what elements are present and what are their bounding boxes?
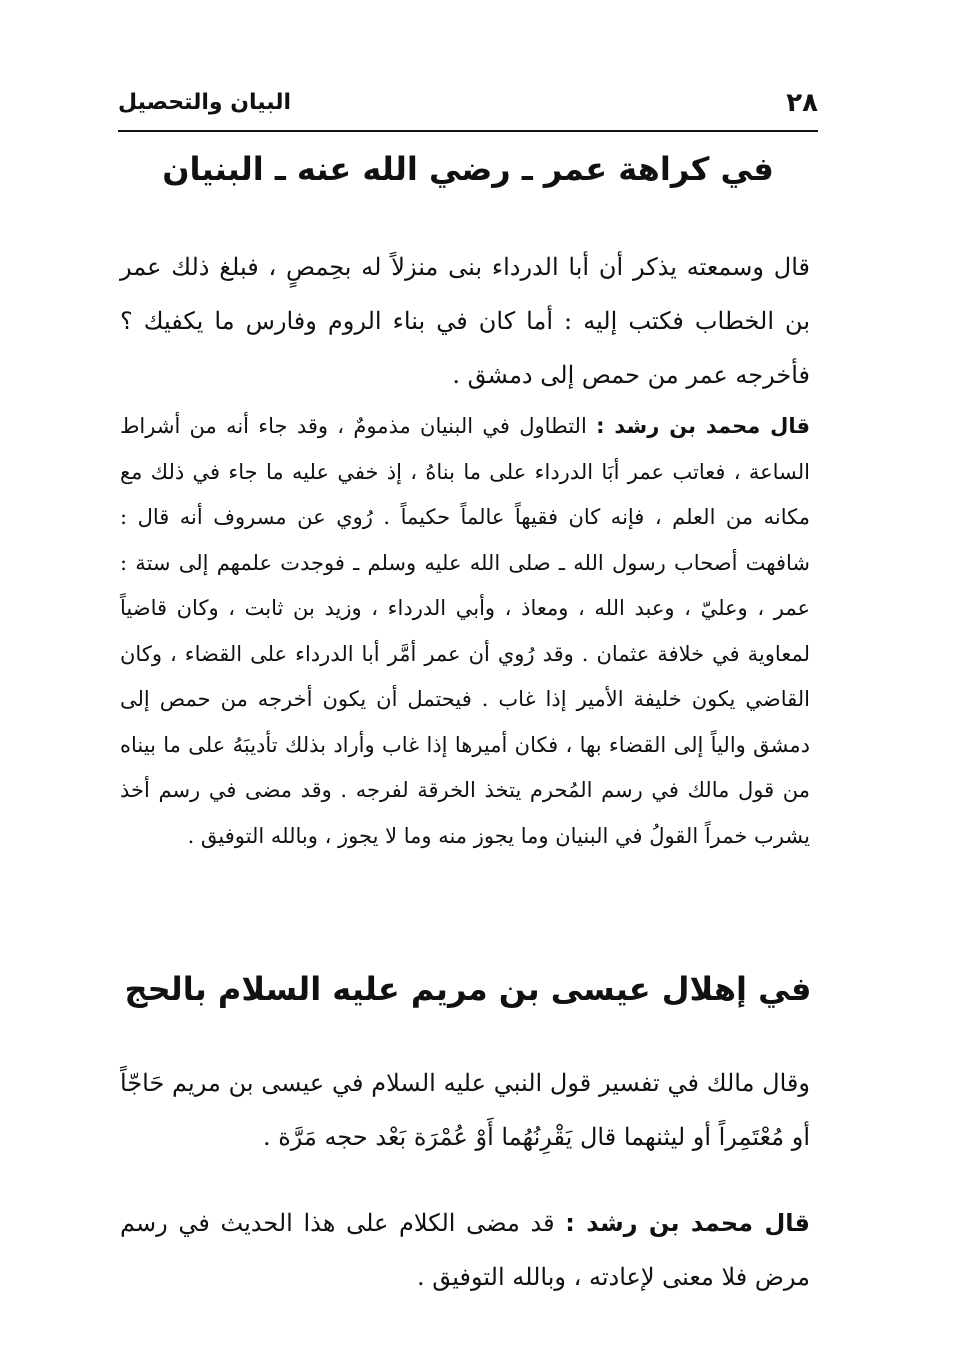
commentary-paragraph-2	[120, 1196, 810, 1304]
book-title: البيان والتحصيل	[118, 90, 292, 115]
narration-paragraph-1: قال وسمعته يذكر أن أبا الدرداء بنى منزلاً له بحِمصٍ ، فبلغ ذلك عمر بن الخطاب فكتب إليه : أما كان في بناء الروم وفارس ما يكفيك ؟ فأخرجه عمر من حمص إلى دمشق .	[120, 253, 810, 389]
commentary-text-1: التطاول في البنيان مذمومٌ ، وقد جاء أنه من أشراط الساعة ، فعاتب عمر أبَا الدرداء على ما بناهُ ، إذ خفي عليه ما جاء في ذلك مع مكانه من العلم ، فإنه كان فقيهاً عالماً حكيماً . رُوي عن مسروف أنه قال : شافهت أصحاب رسول الله ـ صلى الله عليه وسلم ـ فوجدت علمهم إلى ستة : عمر ، وعليّ ، وعبد الله ، ومعاذ ، وأبي الدرداء ، وزيد بن ثابت ، وكان قاضياً لمعاوية في خلافة عثمان . وقد رُوي أن عمر أمَّر أبا الدرداء على القضاء ، وكان القاضي يكون خليفة الأمير إذا غاب . فيحتمل أن يكون أخرجه من حمص إلى دمشق والياً إلى القضاء بها ، فكان أميرها إذا غاب وأراد بذلك تأديبَهُ على ما بيناه من قول مالك في رسم المُحرم يتخذ الخرقة لفرجه . وقد مضى في رسم أخذ يشرب خمراً القولُ في البنيان وما يجوز منه وما لا يجوز ، وبالله التوفيق .	[120, 414, 810, 848]
section-heading-1: في كراهة عمر ـ رضي الله عنه ـ البنيان	[162, 150, 774, 188]
commentary-lead-1: قال محمد بن رشد :	[596, 414, 811, 438]
header-rule	[118, 130, 818, 132]
commentary-paragraph-1	[120, 404, 810, 859]
commentary-text-2: قد مضى الكلام على هذا الحديث في رسم مرض فلا معنى لإعادته ، وبالله التوفيق .	[120, 1209, 810, 1291]
page-number: ٢٨	[786, 88, 818, 118]
commentary-lead-2: قال محمد بن رشد :	[565, 1209, 810, 1237]
section-heading-2: في إهلال عيسى بن مريم عليه السلام بالحج	[124, 970, 812, 1008]
narration-paragraph-2: وقال مالك في تفسير قول النبي عليه السلام في عيسى بن مريم حَاجّاً أو مُعْتَمِراً أو ليثنهما قال يَقْرِنُهُما أَوْ عُمْرَة بَعْد حجه مَرَّة .	[120, 1069, 810, 1151]
running-header	[118, 88, 818, 128]
